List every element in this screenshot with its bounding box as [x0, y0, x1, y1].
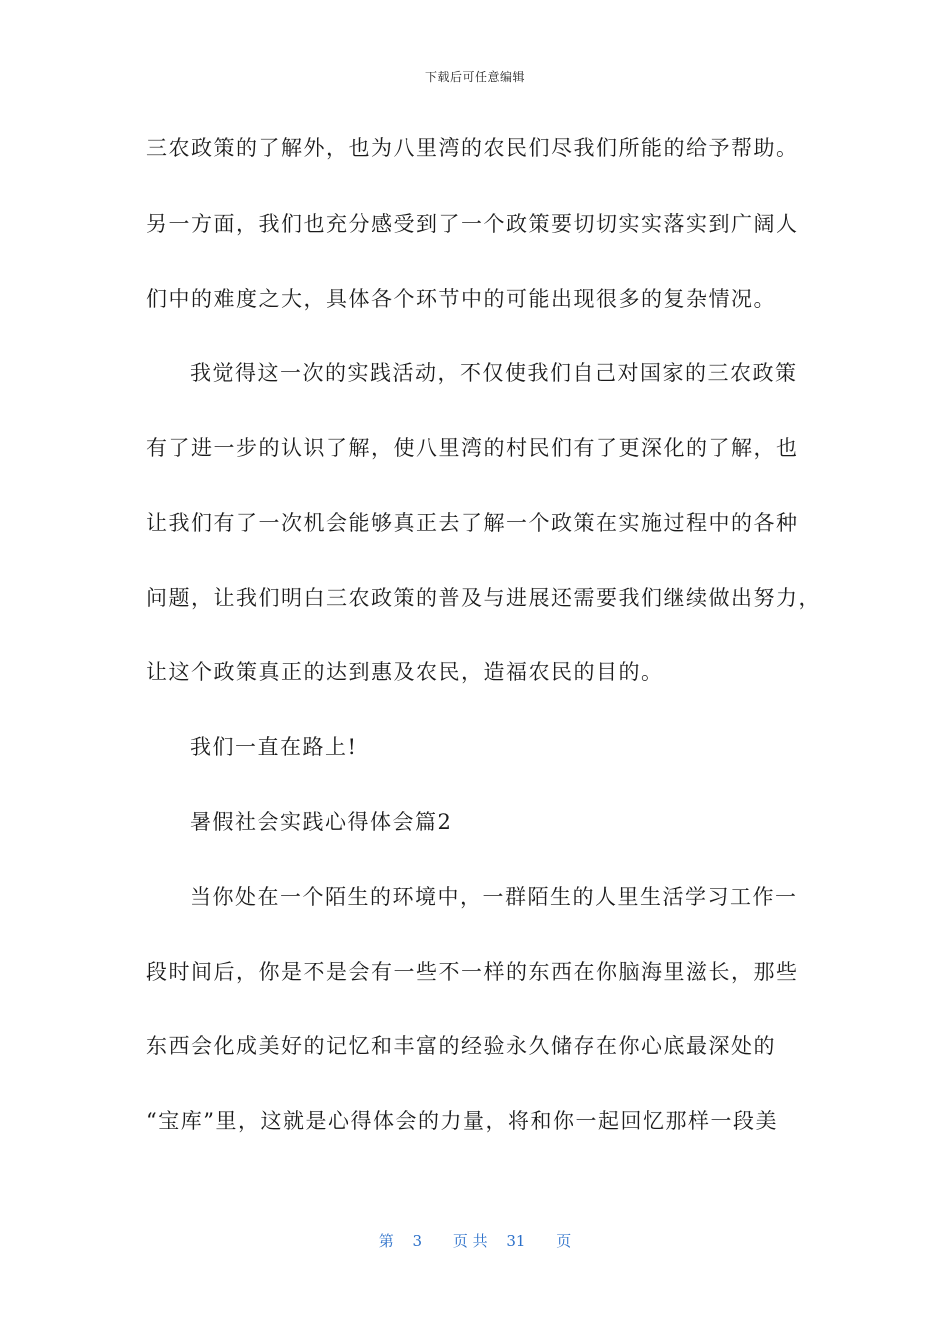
page-label-prefix: 第 [378, 1232, 394, 1250]
body-line: 段时间后，你是不是会有一些不一样的东西在你脑海里滋长，那些 [146, 960, 799, 984]
page-label-suffix: 页 [556, 1232, 572, 1250]
page-label-mid: 页 共 [452, 1232, 488, 1250]
body-line: “宝库”里，这就是心得体会的力量，将和你一起回忆那样一段美 [146, 1109, 778, 1133]
paragraph-start-line: 我觉得这一次的实践活动，不仅使我们自己对国家的三农政策 [190, 361, 798, 385]
body-line: 三农政策的了解外，也为八里湾的农民们尽我们所能的给予帮助。 [146, 136, 799, 160]
body-line: 让这个政策真正的达到惠及农民，造福农民的目的。 [146, 660, 664, 684]
body-line: 们中的难度之大，具体各个环节中的可能出现很多的复杂情况。 [146, 287, 776, 311]
body-line: 东西会化成美好的记忆和丰富的经验永久储存在你心底最深处的 [146, 1034, 776, 1058]
paragraph-start-line: 当你处在一个陌生的环境中，一群陌生的人里生活学习工作一 [190, 885, 798, 909]
page-footer [0, 1230, 950, 1251]
body-line: 另一方面，我们也充分感受到了一个政策要切切实实落实到广阔人 [146, 212, 799, 236]
page-total: 31 [506, 1232, 526, 1250]
paragraph-start-line: 我们一直在路上! [190, 735, 358, 759]
body-line: 问题，让我们明白三农政策的普及与进展还需要我们继续做出努力， [146, 586, 821, 610]
page-current: 3 [412, 1232, 423, 1250]
section-heading: 暑假社会实践心得体会篇2 [190, 810, 453, 834]
header-note: 下载后可任意编辑 [424, 70, 525, 84]
body-line: 有了进一步的认识了解，使八里湾的村民们有了更深化的了解，也 [146, 436, 799, 460]
body-line: 让我们有了一次机会能够真正去了解一个政策在实施过程中的各种 [146, 511, 799, 535]
